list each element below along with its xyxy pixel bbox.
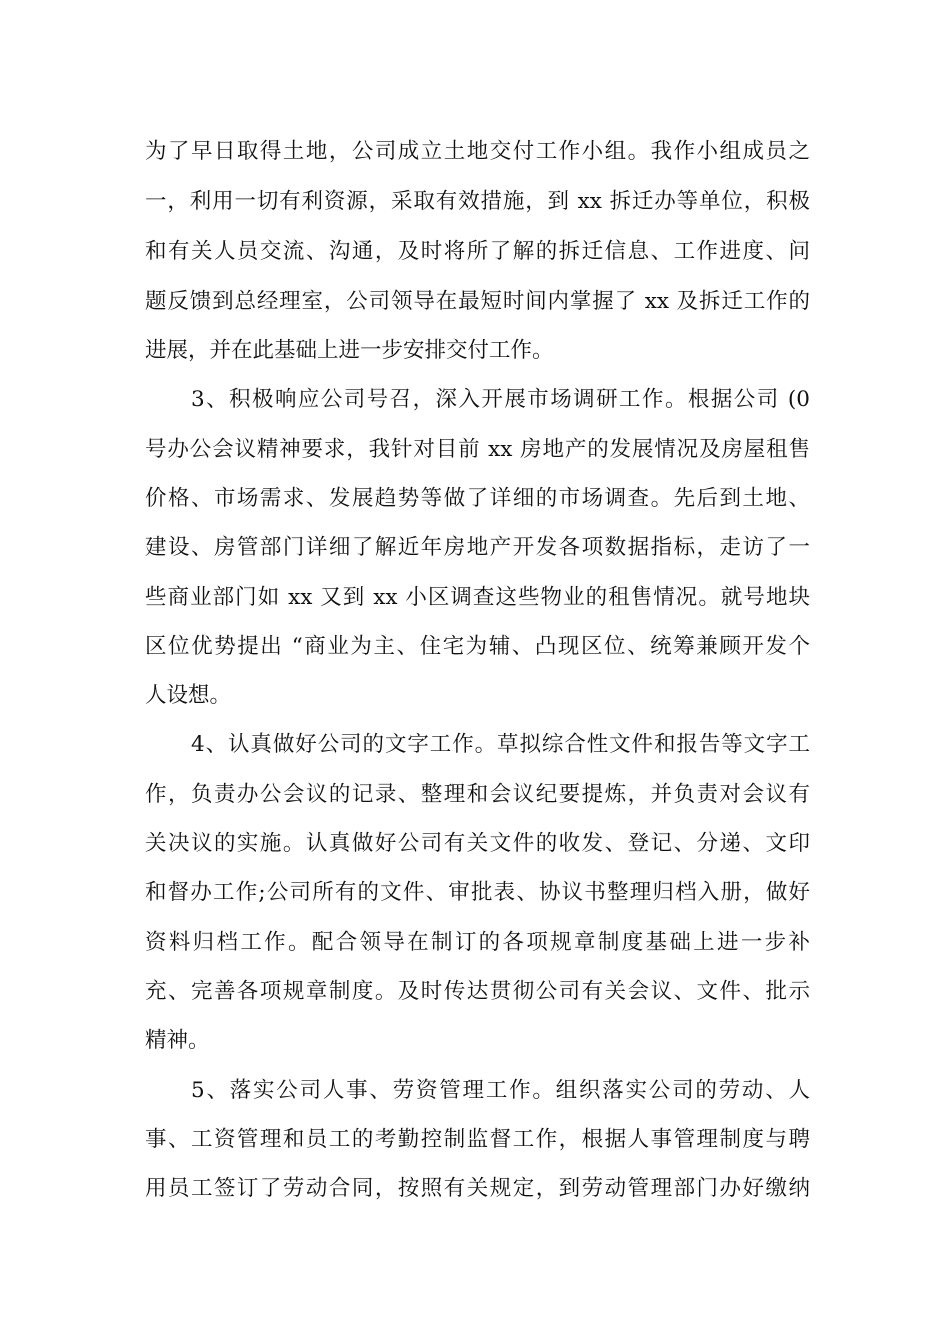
text-line: 充、完善各项规章制度。及时传达贯彻公司有关会议、文件、批示 bbox=[145, 979, 810, 1004]
text-line: 建设、房管部门详细了解近年房地产开发各项数据指标，走访了一 bbox=[145, 535, 810, 560]
text-line: 为了早日取得土地，公司成立土地交付工作小组。我作小组成员之 bbox=[145, 139, 810, 164]
text-line: 和有关人员交流、沟通，及时将所了解的拆迁信息、工作进度、问 bbox=[145, 239, 810, 264]
text-line: 关决议的实施。认真做好公司有关文件的收发、登记、分递、文印 bbox=[145, 831, 810, 856]
text-line: 精神。 bbox=[145, 1028, 210, 1053]
paragraph-3-heading-line: 3、积极响应公司号召，深入开展市场调研工作。根据公司 (0 bbox=[191, 387, 810, 412]
text-line: 些商业部门如 xx 又到 xx 小区调查这些物业的租售情况。就号地块 bbox=[145, 585, 810, 610]
text-line: 区位优势提出 “商业为主、住宅为辅、凸现区位、统筹兼顾开发个 bbox=[145, 634, 810, 659]
text-line: 事、工资管理和员工的考勤控制监督工作，根据人事管理制度与聘 bbox=[145, 1127, 810, 1152]
text-line: 价格、市场需求、发展趋势等做了详细的市场调查。先后到土地、 bbox=[145, 486, 810, 511]
text-line: 题反馈到总经理室，公司领导在最短时间内掌握了 xx 及拆迁工作的 bbox=[145, 289, 810, 314]
text-line: 和督办工作;公司所有的文件、审批表、协议书整理归档入册，做好 bbox=[145, 880, 810, 905]
text-line: 人设想。 bbox=[145, 683, 232, 708]
paragraph-4-heading-line: 4、认真做好公司的文字工作。草拟综合性文件和报告等文字工 bbox=[191, 732, 810, 757]
text-line: 作，负责办公会议的记录、整理和会议纪要提炼，并负责对会议有 bbox=[145, 782, 810, 807]
text-line: 用员工签订了劳动合同，按照有关规定，到劳动管理部门办好缴纳 bbox=[145, 1176, 810, 1201]
text-line: 进展，并在此基础上进一步安排交付工作。 bbox=[145, 338, 554, 363]
paragraph-5-heading-line: 5、落实公司人事、劳资管理工作。组织落实公司的劳动、人 bbox=[191, 1078, 810, 1103]
text-line: 号办公会议精神要求，我针对目前 xx 房地产的发展情况及房屋租售 bbox=[145, 437, 810, 462]
text-line: 资料归档工作。配合领导在制订的各项规章制度基础上进一步补 bbox=[145, 930, 810, 955]
text-line: 一，利用一切有利资源，采取有效措施，到 xx 拆迁办等单位，积极 bbox=[145, 189, 810, 214]
